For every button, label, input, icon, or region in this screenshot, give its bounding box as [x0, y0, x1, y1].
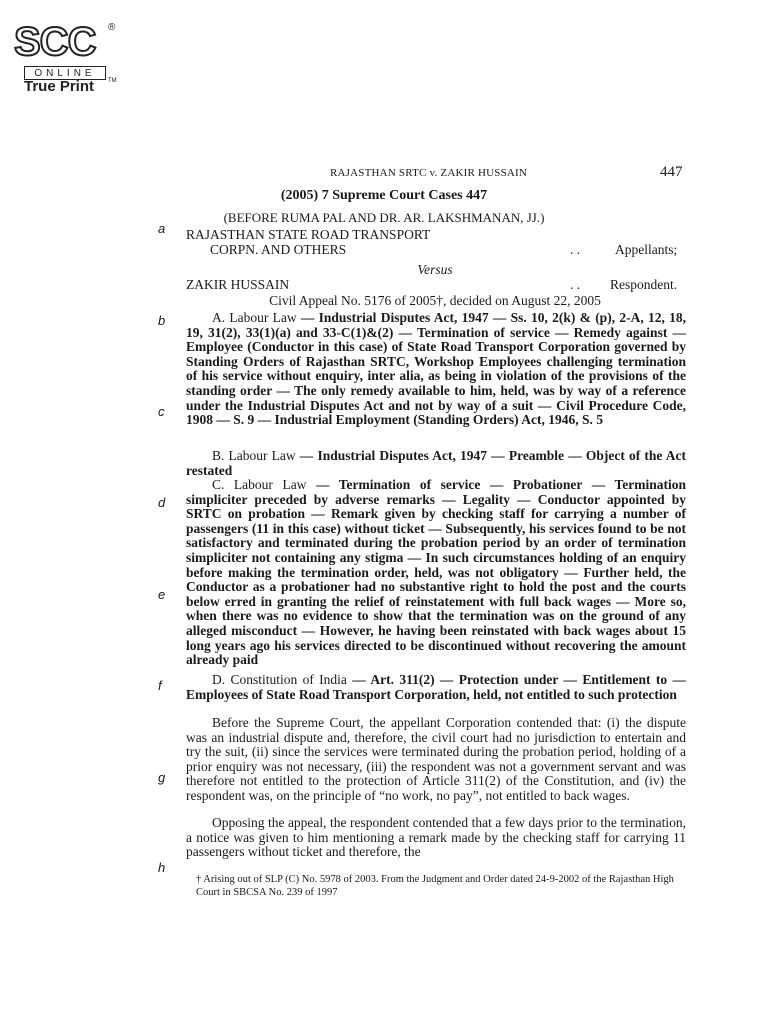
appellant-name-line1: RAJASTHAN STATE ROAD TRANSPORT	[186, 227, 431, 242]
margin-letter-d: d	[158, 495, 166, 510]
footnote: † Arising out of SLP (C) No. 5978 of 2003. From the Judgment and Order dated 24-9-2002 of the Rajasthan High Court in SBCSA No. 239 of 1997	[196, 874, 674, 898]
appellant-role: Appellants;	[615, 242, 678, 257]
margin-letter-a: a	[158, 221, 166, 236]
headnote-b	[186, 449, 686, 478]
logo-online: ONLINE	[24, 66, 106, 80]
trademark-mark: TM	[108, 78, 117, 84]
headnote-c-text: — Termination of service — Probationer — Termination simpliciter preceded by adverse remarks — Legality — Conductor appointed by SRTC on probation — Remark given by checking staff for carrying a number of passengers (11 in this case) without ticket — Subsequently, his services found to be not satisfactory and terminated during the probation period by an order of termination simpliciter not containing any stigma — In such circumstances holding of an enquiry before making the termination order, held, was not obligatory — Further held, the Conductor as a probationer had no substantive right to hold the post and the courts below erred in granting the relief of reinstatement with full back wages — More so, when there was no evidence to show that the termination was on the ground of any alleged misconduct — However, he having been reinstated with back wages about 15 long years ago his services directed to be discontinued without recovering the amount already paid	[186, 477, 686, 668]
margin-letter-f: f	[158, 678, 162, 693]
respondent-role: Respondent.	[610, 277, 678, 292]
margin-letter-b: b	[158, 313, 166, 328]
margin-letter-c: c	[158, 404, 165, 419]
headnote-d	[186, 673, 686, 702]
headnote-a	[186, 311, 686, 428]
logo-brand: SCC	[14, 20, 96, 64]
logo-tagline: True Print	[24, 78, 95, 95]
citation: (2005) 7 Supreme Court Cases 447	[280, 188, 488, 203]
headnote-b-text: — Industrial Disputes Act, 1947 — Preamble — Object of the Act restated	[186, 448, 686, 478]
margin-letter-h: h	[158, 860, 166, 875]
bench: (BEFORE RUMA PAL AND DR. AR. LAKSHMANAN, JJ.)	[223, 210, 545, 225]
page-number: 447	[660, 164, 683, 180]
headnote-c	[186, 478, 686, 668]
headnote-a-text: — Industrial Disputes Act, 1947 — Ss. 10, 2(k) & (p), 2-A, 12, 18, 19, 31(2), 33(1)(a) and 33-C(1)&(2) — Termination of service — Remedy against — Employee (Conductor in this case) of State Road Transport Corporation governed by Standing Orders of Rajasthan SRTC, Workshop Employees challenging termination of his service without enquiry, inter alia, as being in violation of the provisions of the standing order — The only remedy available to him, held, was by way of a reference under the Industrial Disputes Act and not by way of a suit — Civil Procedure Code, 1908 — S. 9 — Industrial Employment (Standing Orders) Act, 1946, S. 5	[186, 310, 686, 428]
margin-letter-g: g	[158, 770, 166, 785]
headnote-b-lead: B. Labour Law	[212, 448, 296, 463]
margin-letter-e: e	[158, 587, 166, 602]
civil-appeal-line: Civil Appeal No. 5176 of 2005†, decided on August 22, 2005	[269, 293, 601, 308]
running-title: RAJASTHAN SRTC v. ZAKIR HUSSAIN	[330, 167, 528, 179]
body-paragraph-2: Opposing the appeal, the respondent contended that a few days prior to the termination, a notice was given to him mentioning a remark made by the checking staff for carrying 11 passengers without ticket and therefore, the	[186, 815, 686, 860]
headnote-a-lead: A. Labour Law	[212, 310, 297, 325]
body-paragraph-1: Before the Supreme Court, the appellant Corporation contended that: (i) the dispute was an industrial dispute and, therefore, the civil court had no jurisdiction to entertain and try the suit, (ii) since the services were terminated during the probation period, holding of a prior enquiry was not necessary, (iii) the respondent was not a government servant and was therefore not entitled to the protection of Article 311(2) of the Constitution, and (iv) the respondent was, on the principle of “no work, no pay”, not entitled to back wages.	[186, 715, 686, 803]
registered-mark: ®	[108, 22, 116, 33]
scc-online-logo	[14, 22, 118, 94]
headnote-d-lead: D. Constitution of India	[212, 672, 347, 687]
appellant-name-line2: CORPN. AND OTHERS	[210, 242, 347, 257]
respondent-name: ZAKIR HUSSAIN	[186, 277, 290, 292]
versus: Versus	[417, 262, 453, 277]
respondent-dots: . .	[570, 277, 581, 292]
headnote-c-lead: C. Labour Law	[212, 477, 307, 492]
headnote-d-text: — Art. 311(2) — Protection under — Entitlement to — Employees of State Road Transport Corporation, held, not entitled to such protection	[186, 672, 686, 702]
appellant-dots: . .	[570, 242, 581, 257]
